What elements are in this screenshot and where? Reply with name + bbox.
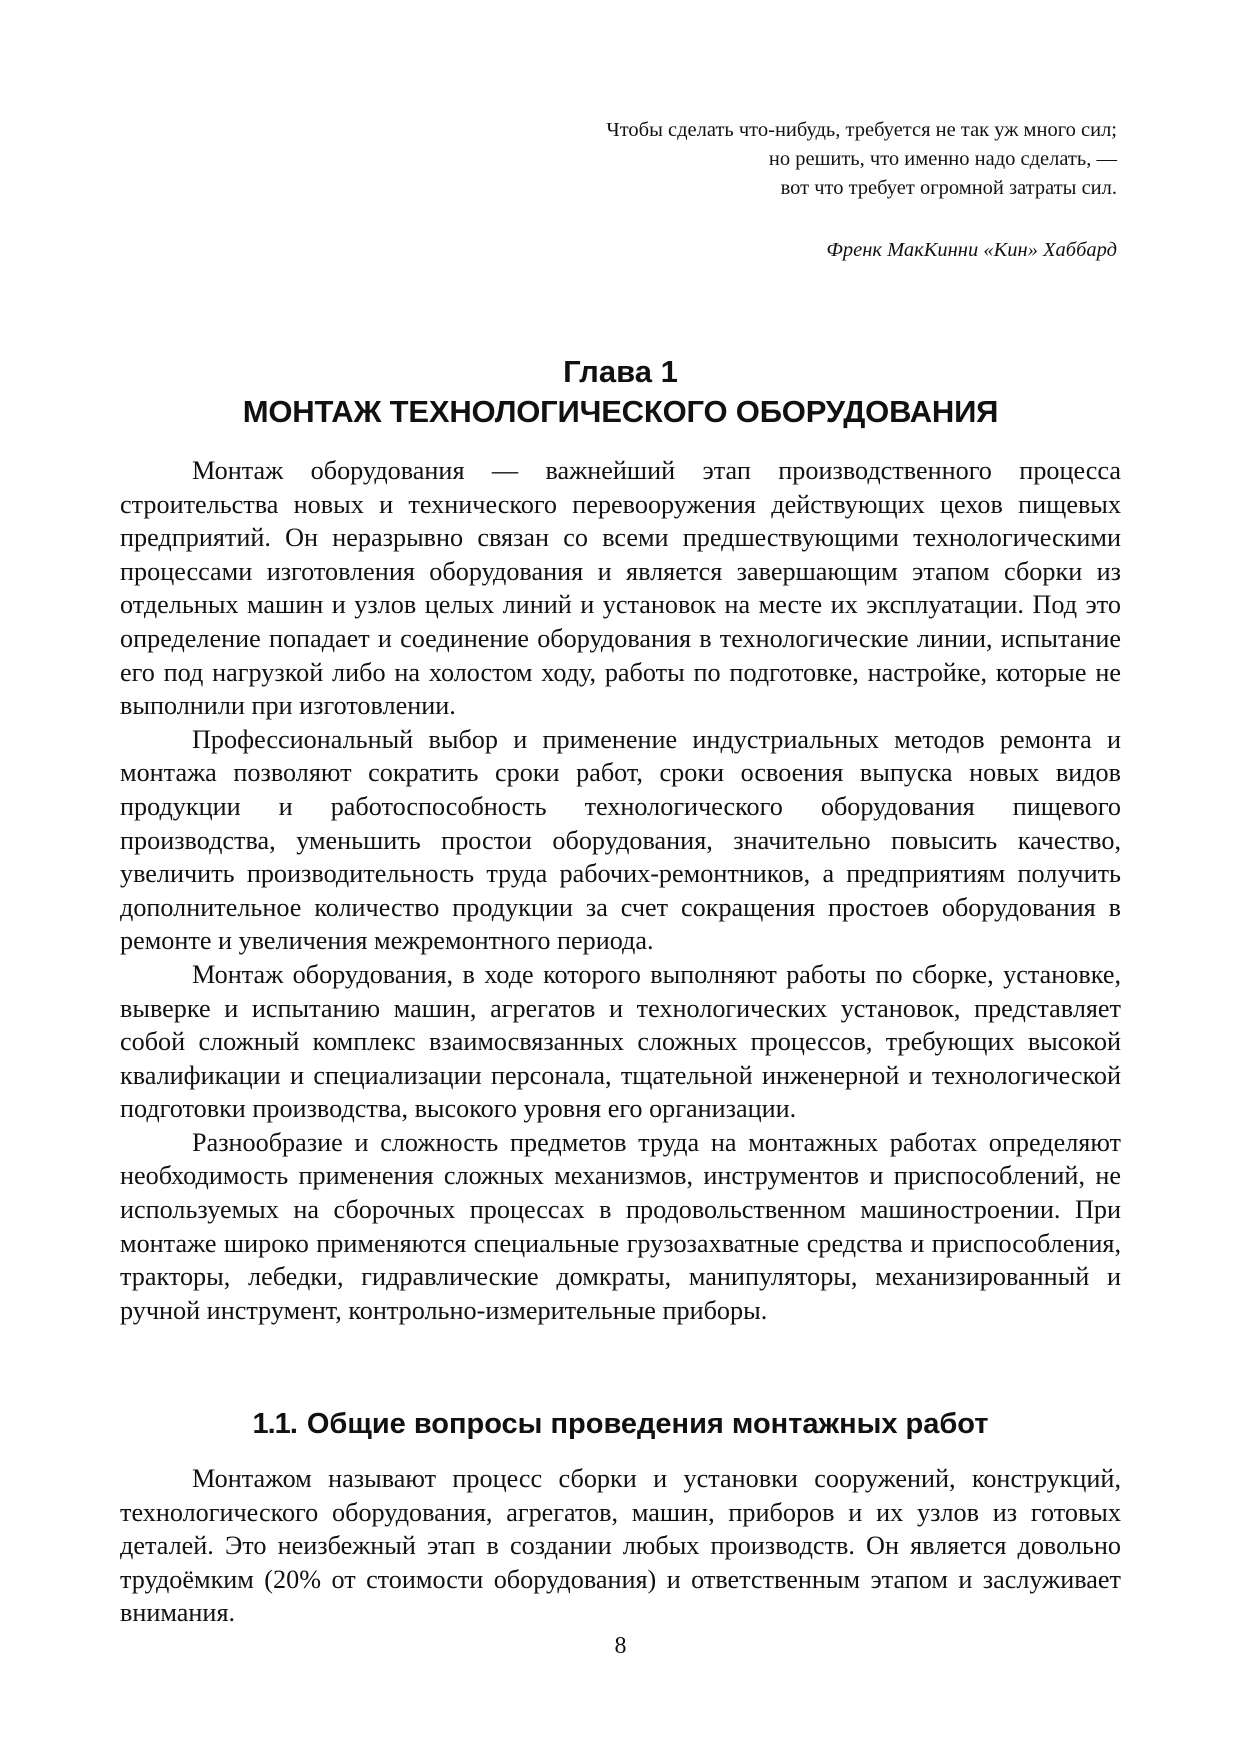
paragraph: Монтажом называют процесс сборки и установки сооружений, конструкций, технологического оборудования, агрегатов, машин, приборов и их узлов из готовых деталей. Это неизбежный этап в создании любых производств. Он является довольно трудоёмким (20% от стоимости оборудования) и ответственным этапом и заслуживает внимания. xyxy=(120,1464,1121,1628)
section-heading xyxy=(120,1406,1121,1442)
chapter-heading xyxy=(122,354,1119,432)
paragraph: Разнообразие и сложность предметов труда на монтажных работах определяют необходимость применения сложных механизмов, инструментов и приспособлений, не используемых на сборочных процессах в продовольственном машиностроении. При монтаже широко применяются специальные грузозахватные средства и приспособления, тракторы, лебедки, гидравлические домкраты, манипуляторы, механизированный и ручной инструмент, контрольно-измерительные приборы. xyxy=(120,1127,1121,1325)
chapter-number: Глава 1 xyxy=(563,354,678,389)
chapter-title: МОНТАЖ ТЕХНОЛОГИЧЕСКОГО ОБОРУДОВАНИЯ xyxy=(242,394,999,429)
paragraph: Профессиональный выбор и применение индустриальных методов ремонта и монтажа позволяют сократить сроки работ, сроки освоения выпуска новых видов продукции и работоспособность технологического оборудования пищевого производства, уменьшить простои оборудования, значительно повысить качество, увеличить производительность труда рабочих-ремонтников, а предприятиям получить дополнительное количество продукции за счет сокращения простоев оборудования в ремонте и увеличения межремонтного периода. xyxy=(120,724,1121,956)
paragraph: Монтаж оборудования, в ходе которого выполняют работы по сборке, установке, выверке и испытанию машин, агрегатов и технологических установок, представляет собой сложный комплекс взаимосвязанных сложных процессов, требующих высокой квалификации и специализации персонала, тщательной инженерной и технологической подготовки производства, высокого уровня его организации. xyxy=(120,959,1121,1124)
section-title: Общие вопросы проведения монтажных работ xyxy=(306,1408,989,1440)
epigraph-line: вот что требует огромной затраты сил. xyxy=(780,177,1117,199)
paragraph: Монтаж оборудования — важнейший этап производственного процесса строительства новых и технического перевооружения действующих цехов пищевых предприятий. Он неразрывно связан со всеми предшествующими технологическими процессами изготовления оборудования и является завершающим этапом сборки из отдельных машин и узлов целых линий и установок на месте их эксплуатации. Под это определение попадает и соединение оборудования в технологические линии, испытание его под нагрузкой либо на холостом ходу, работы по подготовке, настройке, которые не выполнили при изготовлении. xyxy=(120,456,1121,721)
section-number: 1.1. xyxy=(252,1408,297,1440)
chapter-body xyxy=(120,454,1121,1327)
section-body xyxy=(120,1462,1121,1630)
page-number: 8 xyxy=(614,1633,627,1659)
epigraph xyxy=(357,116,1117,265)
epigraph-line: Чтобы сделать что-нибудь, требуется не так уж много сил; xyxy=(606,119,1117,141)
epigraph-author: Френк МакКинни «Кин» Хаббард xyxy=(826,239,1117,261)
epigraph-line: но решить, что именно надо сделать, — xyxy=(768,148,1117,170)
